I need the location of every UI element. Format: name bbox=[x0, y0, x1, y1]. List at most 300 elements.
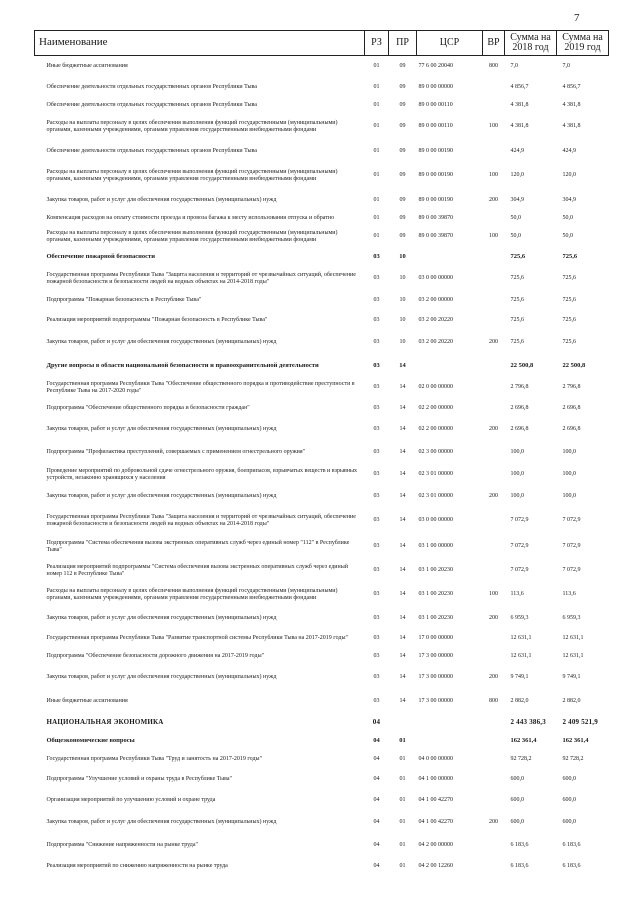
row-name: Общеэкономические вопросы bbox=[46, 736, 135, 744]
row-vr: 100 bbox=[489, 123, 498, 130]
table-row bbox=[35, 857, 609, 876]
row-vr bbox=[483, 560, 505, 582]
row-vr bbox=[483, 750, 505, 769]
table-header-row bbox=[35, 31, 609, 56]
row-name: Подпрограмма "Профилактика преступлений, совершаемых с применением огнестрельного оружия" bbox=[46, 449, 306, 456]
row-csr bbox=[417, 714, 483, 732]
row-pr: 14 bbox=[399, 614, 406, 621]
row-name: Подпрограмма "Улучшение условий и охраны труда в Республике Тыва" bbox=[46, 775, 232, 782]
row-rz: 01 bbox=[373, 196, 380, 203]
table-row bbox=[35, 418, 609, 442]
row-rz: 03 bbox=[373, 591, 380, 598]
row-vr: 100 bbox=[489, 172, 498, 179]
row-rz: 01 bbox=[373, 62, 380, 69]
row-sum-2019: 600,0 bbox=[562, 819, 576, 826]
row-name: Организация мероприятий по улучшению условий и охране труда bbox=[46, 796, 216, 803]
row-csr: 17 3 00 00000 bbox=[418, 653, 453, 660]
row-vr bbox=[483, 399, 505, 418]
row-sum-2018: 7,0 bbox=[510, 62, 518, 69]
table-row bbox=[35, 113, 609, 141]
header-sum-2018: Сумма на 2018 год bbox=[505, 31, 557, 56]
row-vr bbox=[483, 508, 505, 534]
row-rz: 03 bbox=[373, 614, 380, 621]
row-name: Государственная программа Республики Тыва "Развитие транспортной системы Республики Тыва на 2017-2019 годы" bbox=[46, 634, 348, 641]
row-sum-2018: 12 631,1 bbox=[510, 653, 532, 660]
row-sum-2019: 7,0 bbox=[562, 62, 570, 69]
row-sum-2019: 4 856,7 bbox=[562, 83, 581, 90]
row-sum-2019: 120,0 bbox=[562, 172, 576, 179]
table-row bbox=[35, 190, 609, 211]
row-sum-2019: 12 631,1 bbox=[562, 653, 584, 660]
row-vr bbox=[483, 211, 505, 226]
row-csr: 02 3 01 00000 bbox=[418, 493, 453, 500]
row-sum-2019: 6 183,6 bbox=[562, 842, 581, 849]
row-csr: 04 1 00 42270 bbox=[418, 819, 453, 826]
row-vr: 200 bbox=[489, 426, 498, 433]
row-pr: 14 bbox=[399, 674, 406, 681]
row-sum-2019: 100,0 bbox=[562, 493, 576, 500]
row-pr: 14 bbox=[399, 471, 406, 478]
row-rz: 03 bbox=[373, 297, 380, 304]
row-name: Государственная программа Республики Тыва "Обеспечение общественного порядка и противодействие преступности в Республике Тыва на 2017-2020 годы" bbox=[46, 380, 355, 394]
budget-table bbox=[34, 30, 609, 876]
row-sum-2018: 50,0 bbox=[510, 214, 521, 221]
row-csr: 17 0 00 00000 bbox=[418, 634, 453, 641]
row-name: Компенсация расходов на оплату стоимости проезда и провоза багажа к месту использования отпуска и обратно bbox=[46, 214, 335, 221]
row-sum-2019: 22 500,8 bbox=[562, 361, 586, 369]
row-pr: 01 bbox=[399, 775, 406, 782]
table-row bbox=[35, 226, 609, 248]
row-csr: 04 1 00 00000 bbox=[418, 775, 453, 782]
row-name: Государственная программа Республики Тыва "Защита населения и территорий от чрезвычайных ситуаций, обеспечение пожарной безопасности и безопасности людей на водных объектах на 2014-2018 годы" bbox=[46, 513, 356, 527]
row-pr: 09 bbox=[399, 101, 406, 108]
row-csr: 89 0 00 00000 bbox=[418, 83, 453, 90]
row-sum-2019: 50,0 bbox=[562, 233, 573, 240]
row-vr bbox=[483, 355, 505, 377]
row-name: Закупка товаров, работ и услуг для обеспечения государственных (муниципальных) нужд bbox=[46, 196, 277, 203]
row-sum-2019: 725,6 bbox=[562, 275, 576, 282]
row-csr: 04 2 00 00000 bbox=[418, 842, 453, 849]
table-row bbox=[35, 267, 609, 291]
row-pr: 09 bbox=[399, 147, 406, 154]
row-csr: 04 0 00 00000 bbox=[418, 755, 453, 762]
row-sum-2019: 2 696,8 bbox=[562, 404, 581, 411]
row-csr: 89 0 00 39870 bbox=[418, 214, 453, 221]
row-sum-2019: 2 696,8 bbox=[562, 426, 581, 433]
row-csr: 03 0 00 00000 bbox=[418, 275, 453, 282]
row-pr: 14 bbox=[399, 361, 406, 369]
row-pr: 09 bbox=[399, 196, 406, 203]
row-pr: 14 bbox=[399, 493, 406, 500]
row-sum-2019: 9 749,1 bbox=[562, 674, 581, 681]
row-rz: 03 bbox=[373, 517, 380, 524]
table-row bbox=[35, 442, 609, 464]
row-vr bbox=[483, 629, 505, 648]
row-pr: 10 bbox=[399, 339, 406, 346]
row-sum-2019: 424,9 bbox=[562, 147, 576, 154]
row-vr bbox=[483, 141, 505, 162]
row-vr bbox=[483, 769, 505, 790]
row-rz: 04 bbox=[373, 819, 380, 826]
header-rz: РЗ bbox=[365, 31, 389, 56]
row-pr: 10 bbox=[399, 297, 406, 304]
row-pr: 14 bbox=[399, 698, 406, 705]
row-pr: 01 bbox=[399, 755, 406, 762]
row-csr: 02 2 00 00000 bbox=[418, 426, 453, 433]
row-name: Закупка товаров, работ и услуг для обеспечения государственных (муниципальных) нужд bbox=[46, 426, 277, 433]
row-pr: 01 bbox=[399, 862, 406, 869]
row-vr: 100 bbox=[489, 233, 498, 240]
row-rz: 01 bbox=[373, 83, 380, 90]
row-sum-2019: 7 072,9 bbox=[562, 517, 581, 524]
table-row bbox=[35, 464, 609, 486]
row-vr: 200 bbox=[489, 614, 498, 621]
row-csr bbox=[417, 732, 483, 750]
row-sum-2019: 725,6 bbox=[562, 317, 576, 324]
table-row bbox=[35, 355, 609, 377]
row-name: Подпрограмма "Обеспечение общественного порядка и безопасности граждан" bbox=[46, 404, 250, 411]
row-pr: 14 bbox=[399, 634, 406, 641]
row-pr: 14 bbox=[399, 543, 406, 550]
row-sum-2018: 725,6 bbox=[510, 317, 524, 324]
row-sum-2018: 600,0 bbox=[510, 796, 524, 803]
row-rz: 04 bbox=[373, 736, 380, 744]
row-sum-2019: 4 381,8 bbox=[562, 101, 581, 108]
row-sum-2018: 9 749,1 bbox=[510, 674, 529, 681]
row-sum-2018: 7 072,9 bbox=[510, 543, 529, 550]
row-name: Иные бюджетные ассигнования bbox=[46, 698, 128, 705]
row-pr: 10 bbox=[399, 253, 406, 261]
row-name: Реализация мероприятий подпрограммы "Система обеспечения вызова экстренных оперативных служб через единый номер 112 в Республике Тыва" bbox=[46, 563, 348, 577]
table-row bbox=[35, 98, 609, 113]
table-row bbox=[35, 211, 609, 226]
table-row bbox=[35, 690, 609, 714]
table-row bbox=[35, 732, 609, 750]
row-csr: 02 2 00 00000 bbox=[418, 404, 453, 411]
row-vr bbox=[483, 464, 505, 486]
row-rz: 01 bbox=[373, 101, 380, 108]
row-sum-2018: 725,6 bbox=[510, 253, 526, 261]
row-rz: 03 bbox=[373, 653, 380, 660]
row-rz: 03 bbox=[373, 698, 380, 705]
row-name: Проведение мероприятий по добровольной сдаче огнестрельного оружия, боеприпасов, взрывчатых веществ и взрывных устройств, незаконно хранящихся у населения bbox=[46, 467, 358, 481]
row-rz: 03 bbox=[373, 339, 380, 346]
row-name: Государственная программа Республики Тыва "Защита населения и территорий от чрезвычайных ситуаций, обеспечение пожарной безопасности и безопасности людей на водных объектах на 2014-2018 годы" bbox=[46, 271, 356, 285]
row-sum-2018: 7 072,9 bbox=[510, 517, 529, 524]
table-row bbox=[35, 77, 609, 98]
row-pr: 09 bbox=[399, 83, 406, 90]
row-name: Закупка товаров, работ и услуг для обеспечения государственных (муниципальных) нужд bbox=[46, 614, 277, 621]
row-sum-2018: 304,9 bbox=[510, 196, 524, 203]
row-sum-2019: 7 072,9 bbox=[562, 567, 581, 574]
row-vr: 100 bbox=[489, 591, 498, 598]
table-row bbox=[35, 769, 609, 790]
table-row bbox=[35, 790, 609, 811]
row-pr: 09 bbox=[399, 172, 406, 179]
row-name: Закупка товаров, работ и услуг для обеспечения государственных (муниципальных) нужд bbox=[46, 339, 277, 346]
table-row bbox=[35, 162, 609, 190]
row-pr: 01 bbox=[399, 842, 406, 849]
row-name: Закупка товаров, работ и услуг для обеспечения государственных (муниципальных) нужд bbox=[46, 674, 277, 681]
row-sum-2018: 113,6 bbox=[510, 591, 524, 598]
row-rz: 03 bbox=[373, 493, 380, 500]
row-rz: 03 bbox=[373, 317, 380, 324]
row-csr: 89 0 00 00110 bbox=[418, 123, 453, 130]
row-name: Подпрограмма "Система обеспечения вызова экстренных оперативных служб через единый номер "112" в Республике Тыва" bbox=[46, 539, 350, 553]
table-body bbox=[35, 56, 609, 876]
row-sum-2019: 92 728,2 bbox=[562, 755, 584, 762]
row-csr: 89 0 00 39870 bbox=[418, 233, 453, 240]
row-pr: 01 bbox=[399, 796, 406, 803]
header-pr: ПР bbox=[389, 31, 417, 56]
row-csr: 03 2 00 20220 bbox=[418, 339, 453, 346]
row-pr: 10 bbox=[399, 275, 406, 282]
row-csr: 03 2 00 20220 bbox=[418, 317, 453, 324]
table-row bbox=[35, 714, 609, 732]
row-pr: 14 bbox=[399, 384, 406, 391]
row-sum-2018: 100,0 bbox=[510, 471, 524, 478]
row-sum-2019: 100,0 bbox=[562, 471, 576, 478]
row-sum-2019: 162 361,4 bbox=[562, 736, 589, 744]
row-sum-2018: 725,6 bbox=[510, 297, 524, 304]
row-rz: 03 bbox=[373, 543, 380, 550]
row-name: Расходы на выплаты персоналу в целях обеспечения выполнения функций государственными (муниципальными) органами, казенными учреждениями, органами управления государственными внебюджетными фондами bbox=[46, 587, 338, 601]
row-csr: 89 0 00 00190 bbox=[418, 172, 453, 179]
row-vr bbox=[483, 77, 505, 98]
row-rz: 03 bbox=[373, 404, 380, 411]
row-csr: 03 1 00 00000 bbox=[418, 543, 453, 550]
row-sum-2019: 113,6 bbox=[562, 591, 576, 598]
row-rz: 03 bbox=[373, 634, 380, 641]
row-vr bbox=[483, 534, 505, 560]
row-sum-2018: 12 631,1 bbox=[510, 634, 532, 641]
row-rz: 03 bbox=[373, 426, 380, 433]
row-csr: 04 2 00 12260 bbox=[418, 862, 453, 869]
row-sum-2019: 2 796,8 bbox=[562, 384, 581, 391]
row-pr: 14 bbox=[399, 404, 406, 411]
row-sum-2018: 6 183,6 bbox=[510, 862, 529, 869]
row-sum-2018: 92 728,2 bbox=[510, 755, 532, 762]
row-sum-2018: 600,0 bbox=[510, 819, 524, 826]
row-rz: 03 bbox=[373, 471, 380, 478]
row-vr bbox=[483, 267, 505, 291]
row-name: Закупка товаров, работ и услуг для обеспечения государственных (муниципальных) нужд bbox=[46, 493, 277, 500]
row-name: Подпрограмма "Снижение напряженности на рынке труда" bbox=[46, 842, 198, 849]
table-row bbox=[35, 629, 609, 648]
row-name: Обеспечение деятельности отдельных государственных органов Республики Тыва bbox=[46, 83, 257, 90]
table-row bbox=[35, 508, 609, 534]
row-sum-2018: 50,0 bbox=[510, 233, 521, 240]
row-csr: 89 0 00 00190 bbox=[418, 196, 453, 203]
row-sum-2019: 725,6 bbox=[562, 297, 576, 304]
row-rz: 03 bbox=[373, 361, 380, 369]
row-name: Обеспечение пожарной безопасности bbox=[46, 253, 155, 261]
row-rz: 03 bbox=[373, 449, 380, 456]
row-sum-2018: 6 959,3 bbox=[510, 614, 529, 621]
table-row bbox=[35, 750, 609, 769]
row-pr: 14 bbox=[399, 517, 406, 524]
row-pr: 14 bbox=[399, 567, 406, 574]
row-csr: 02 3 00 00000 bbox=[418, 449, 453, 456]
row-sum-2018: 424,9 bbox=[510, 147, 524, 154]
row-name: Государственная программа Республики Тыва "Труд и занятость на 2017-2019 годы" bbox=[46, 755, 263, 762]
row-rz: 01 bbox=[373, 233, 380, 240]
row-name: Закупка товаров, работ и услуг для обеспечения государственных (муниципальных) нужд bbox=[46, 819, 277, 826]
row-sum-2019: 6 959,3 bbox=[562, 614, 581, 621]
row-sum-2018: 2 796,8 bbox=[510, 384, 529, 391]
row-pr: 01 bbox=[399, 819, 406, 826]
row-vr: 200 bbox=[489, 339, 498, 346]
table-row bbox=[35, 141, 609, 162]
row-sum-2018: 725,6 bbox=[510, 275, 524, 282]
row-name: Иные бюджетные ассигнования bbox=[46, 62, 128, 69]
row-vr bbox=[483, 835, 505, 857]
row-sum-2018: 4 381,8 bbox=[510, 123, 529, 130]
table-row bbox=[35, 311, 609, 331]
row-sum-2018: 600,0 bbox=[510, 775, 524, 782]
row-csr: 89 0 00 00110 bbox=[418, 101, 453, 108]
header-sum-2019: Сумма на 2019 год bbox=[557, 31, 609, 56]
row-pr: 14 bbox=[399, 426, 406, 433]
row-vr bbox=[483, 98, 505, 113]
row-sum-2018: 2 696,8 bbox=[510, 426, 529, 433]
row-rz: 03 bbox=[373, 384, 380, 391]
row-sum-2018: 2 882,0 bbox=[510, 698, 529, 705]
row-vr: 800 bbox=[489, 698, 498, 705]
row-sum-2019: 100,0 bbox=[562, 449, 576, 456]
table-row bbox=[35, 331, 609, 355]
row-rz: 03 bbox=[373, 674, 380, 681]
row-name: Реализация мероприятий по снижению напряженности на рынке труда bbox=[46, 862, 228, 869]
row-csr: 89 0 00 00190 bbox=[418, 147, 453, 154]
row-csr: 03 1 00 20230 bbox=[418, 591, 453, 598]
row-sum-2019: 50,0 bbox=[562, 214, 573, 221]
row-sum-2019: 4 381,8 bbox=[562, 123, 581, 130]
row-vr bbox=[483, 790, 505, 811]
row-csr bbox=[417, 355, 483, 377]
row-rz: 04 bbox=[373, 775, 380, 782]
row-rz: 03 bbox=[373, 567, 380, 574]
table-row bbox=[35, 648, 609, 666]
row-csr: 04 1 00 42270 bbox=[418, 796, 453, 803]
table-row bbox=[35, 666, 609, 690]
row-vr: 200 bbox=[489, 196, 498, 203]
row-rz: 03 bbox=[373, 275, 380, 282]
row-name: Подпрограмма "Пожарная безопасность в Республике Тыва" bbox=[46, 297, 202, 304]
row-sum-2018: 2 696,8 bbox=[510, 404, 529, 411]
row-rz: 04 bbox=[372, 718, 381, 727]
row-sum-2018: 100,0 bbox=[510, 449, 524, 456]
row-csr: 02 3 01 00000 bbox=[418, 471, 453, 478]
row-pr: 01 bbox=[399, 736, 406, 744]
row-sum-2018: 120,0 bbox=[510, 172, 524, 179]
page-number: 7 bbox=[574, 12, 580, 24]
row-name: Подпрограмма "Обеспечение безопасности дорожного движения на 2017-2019 годы" bbox=[46, 653, 265, 660]
row-rz: 01 bbox=[373, 214, 380, 221]
row-sum-2018: 2 443 386,3 bbox=[510, 718, 546, 727]
row-rz: 04 bbox=[373, 842, 380, 849]
row-csr: 03 1 00 20230 bbox=[418, 614, 453, 621]
row-csr: 03 1 00 20230 bbox=[418, 567, 453, 574]
row-csr: 77 6 00 20040 bbox=[418, 62, 453, 69]
row-vr: 200 bbox=[489, 493, 498, 500]
header-vr: ВР bbox=[483, 31, 505, 56]
row-csr: 02 0 00 00000 bbox=[418, 384, 453, 391]
table-row bbox=[35, 608, 609, 629]
table-row bbox=[35, 248, 609, 267]
row-pr: 10 bbox=[399, 317, 406, 324]
row-rz: 04 bbox=[373, 755, 380, 762]
table-row bbox=[35, 377, 609, 399]
row-name: Реализация мероприятий подпрограммы "Пожарная безопасность в Республике Тыва" bbox=[46, 317, 268, 324]
row-rz: 01 bbox=[373, 147, 380, 154]
row-vr: 200 bbox=[489, 819, 498, 826]
table-row bbox=[35, 486, 609, 508]
row-vr: 200 bbox=[489, 674, 498, 681]
row-vr bbox=[483, 248, 505, 267]
row-vr bbox=[483, 442, 505, 464]
row-sum-2019: 12 631,1 bbox=[562, 634, 584, 641]
row-csr: 03 0 00 00000 bbox=[418, 517, 453, 524]
row-sum-2019: 6 183,6 bbox=[562, 862, 581, 869]
row-rz: 01 bbox=[373, 172, 380, 179]
row-vr bbox=[483, 714, 505, 732]
row-sum-2018: 4 856,7 bbox=[510, 83, 529, 90]
row-sum-2019: 2 409 521,9 bbox=[562, 718, 598, 727]
row-csr: 17 3 00 00000 bbox=[418, 698, 453, 705]
row-pr: 09 bbox=[399, 123, 406, 130]
row-vr bbox=[483, 648, 505, 666]
row-sum-2019: 7 072,9 bbox=[562, 543, 581, 550]
row-rz: 01 bbox=[373, 123, 380, 130]
row-name: Расходы на выплаты персоналу в целях обеспечения выполнения функций государственными (муниципальными) органами, казенными учреждениями, органами управления государственными внебюджетными фондами bbox=[46, 119, 338, 133]
table-row bbox=[35, 811, 609, 835]
row-vr bbox=[483, 857, 505, 876]
row-pr bbox=[389, 714, 417, 732]
row-sum-2018: 22 500,8 bbox=[510, 361, 534, 369]
row-vr: 800 bbox=[489, 62, 498, 69]
row-name: Обеспечение деятельности отдельных государственных органов Республики Тыва bbox=[46, 147, 257, 154]
row-sum-2019: 600,0 bbox=[562, 775, 576, 782]
row-sum-2019: 600,0 bbox=[562, 796, 576, 803]
row-pr: 09 bbox=[399, 233, 406, 240]
row-vr bbox=[483, 311, 505, 331]
row-name: Обеспечение деятельности отдельных государственных органов Республики Тыва bbox=[46, 101, 257, 108]
row-vr bbox=[483, 732, 505, 750]
row-sum-2018: 7 072,9 bbox=[510, 567, 529, 574]
row-sum-2018: 725,6 bbox=[510, 339, 524, 346]
row-sum-2019: 725,6 bbox=[562, 339, 576, 346]
table-row bbox=[35, 291, 609, 311]
row-name: Расходы на выплаты персоналу в целях обеспечения выполнения функций государственными (муниципальными) органами, казенными учреждениями, органами управления государственными внебюджетными фондами bbox=[46, 168, 338, 182]
row-csr: 17 3 00 00000 bbox=[418, 674, 453, 681]
row-pr: 09 bbox=[399, 214, 406, 221]
row-name: НАЦИОНАЛЬНАЯ ЭКОНОМИКА bbox=[46, 718, 164, 727]
row-vr bbox=[483, 377, 505, 399]
row-vr bbox=[483, 291, 505, 311]
row-csr: 03 2 00 00000 bbox=[418, 297, 453, 304]
row-csr bbox=[417, 248, 483, 267]
row-sum-2019: 2 882,0 bbox=[562, 698, 581, 705]
row-name: Расходы на выплаты персоналу в целях обеспечения выполнения функций государственными (муниципальными) органами, казенными учреждениями, органами управления государственными внебюджетными фондами bbox=[46, 229, 338, 243]
table-row bbox=[35, 835, 609, 857]
table-row bbox=[35, 534, 609, 560]
table-row bbox=[35, 582, 609, 608]
row-name: Другие вопросы в области национальной безопасности и правоохранительной деятельности bbox=[46, 361, 319, 369]
row-rz: 04 bbox=[373, 796, 380, 803]
header-csr: ЦСР bbox=[417, 31, 483, 56]
header-name: Наименование bbox=[35, 31, 365, 56]
